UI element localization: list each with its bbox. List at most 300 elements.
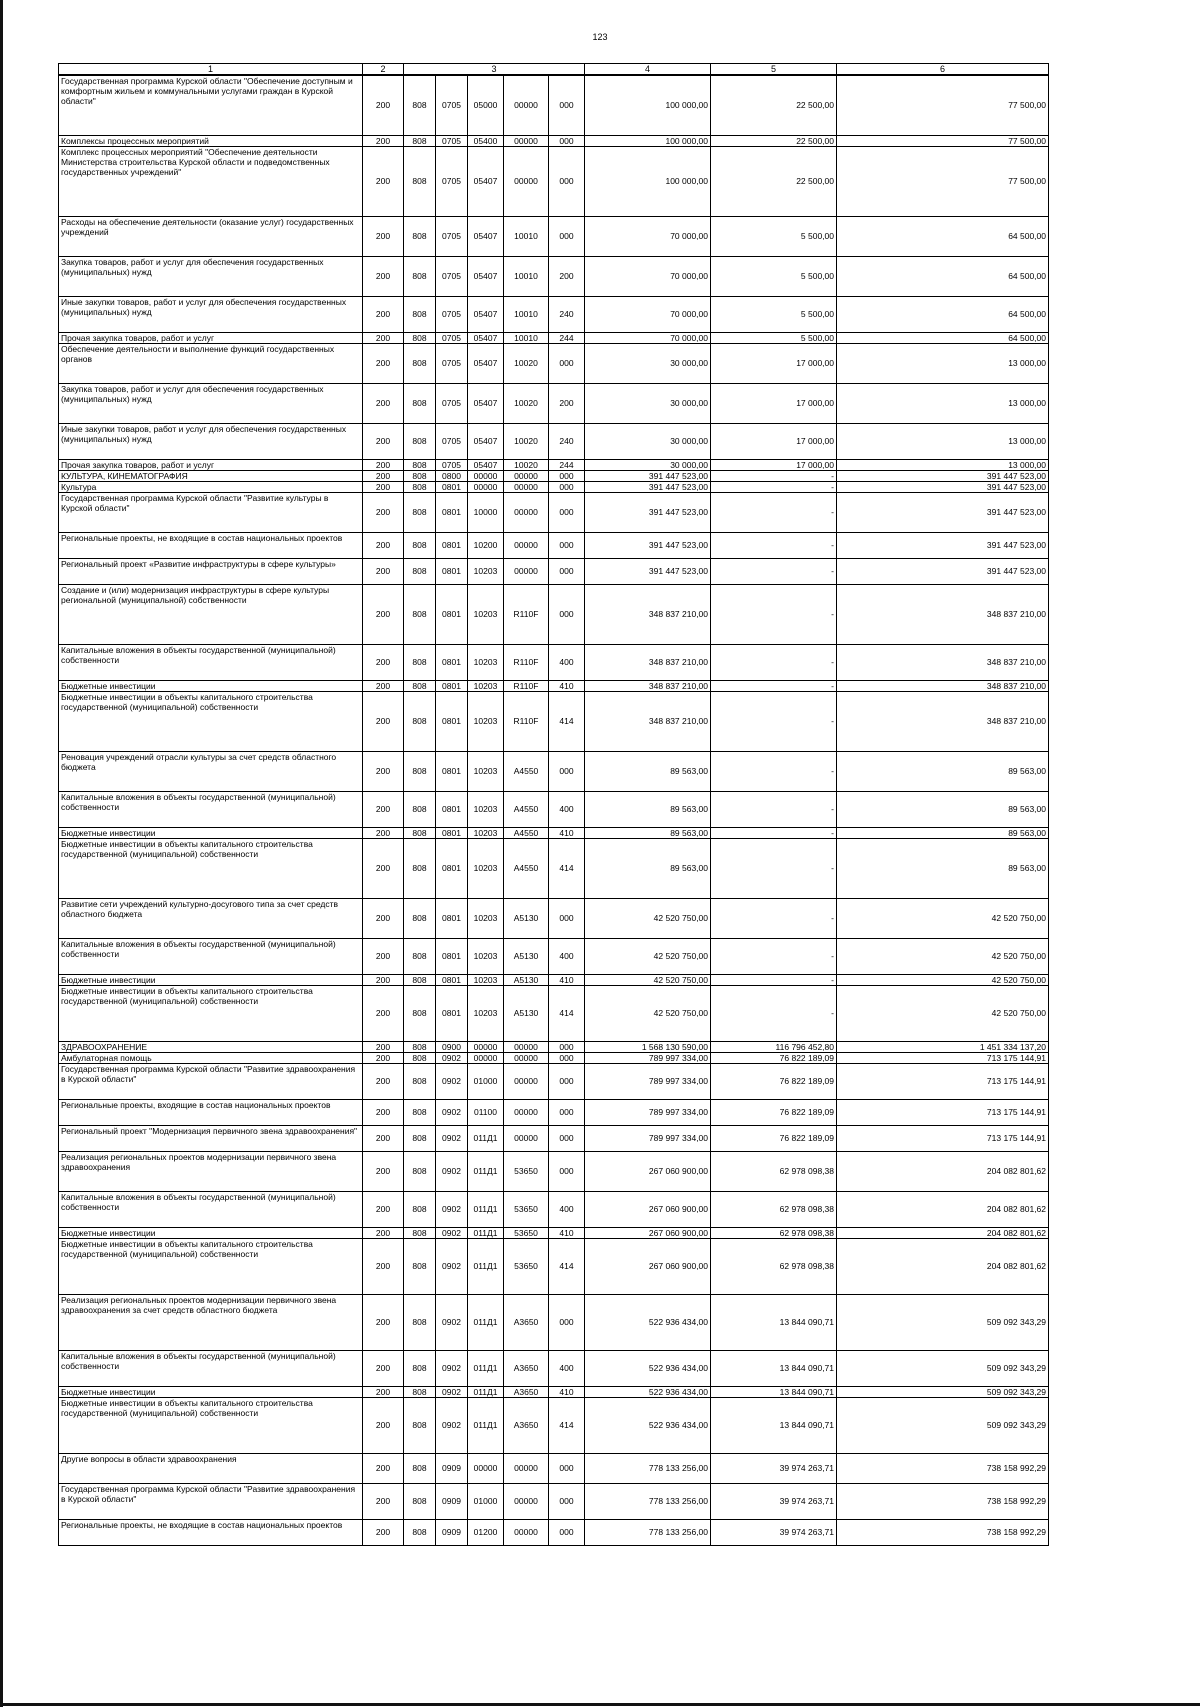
code-col-3a: 808 xyxy=(404,985,436,1041)
table-row xyxy=(59,1350,1049,1386)
amount-col-6: 64 500,00 xyxy=(837,256,1049,296)
row-name: Бюджетные инвестиции xyxy=(59,1386,363,1397)
code-col-3b: 0705 xyxy=(436,332,468,343)
code-col-3b: 0801 xyxy=(436,838,468,898)
code-col-3e: 000 xyxy=(549,558,585,584)
code-col-3e: 000 xyxy=(549,1125,585,1151)
code-col-3a: 808 xyxy=(404,481,436,492)
code-col-3c: 10203 xyxy=(468,751,504,791)
code-col-3d: A5130 xyxy=(504,974,549,985)
amount-col-5: 76 822 189,09 xyxy=(711,1125,837,1151)
table-row xyxy=(59,423,1049,459)
table-row xyxy=(59,1386,1049,1397)
code-col-3d: A4550 xyxy=(504,827,549,838)
amount-col-5: 22 500,00 xyxy=(711,75,837,135)
code-col-3b: 0902 xyxy=(436,1151,468,1191)
table-row xyxy=(59,974,1049,985)
code-col-3a: 808 xyxy=(404,791,436,827)
code-col-3e: 240 xyxy=(549,423,585,459)
code-col-2: 200 xyxy=(363,216,404,256)
code-col-2: 200 xyxy=(363,1453,404,1483)
code-col-3b: 0705 xyxy=(436,423,468,459)
code-col-3d: 10020 xyxy=(504,459,549,470)
code-col-3a: 808 xyxy=(404,256,436,296)
code-col-3a: 808 xyxy=(404,827,436,838)
amount-col-5: 17 000,00 xyxy=(711,343,837,383)
table-row xyxy=(59,296,1049,332)
amount-col-5: - xyxy=(711,938,837,974)
table-row xyxy=(59,1519,1049,1545)
code-col-3d: A3650 xyxy=(504,1350,549,1386)
code-col-3b: 0909 xyxy=(436,1519,468,1545)
code-col-3a: 808 xyxy=(404,470,436,481)
code-col-3a: 808 xyxy=(404,1063,436,1099)
amount-col-4: 30 000,00 xyxy=(585,423,711,459)
code-col-3a: 808 xyxy=(404,459,436,470)
code-col-3e: 000 xyxy=(549,1453,585,1483)
amount-col-4: 30 000,00 xyxy=(585,383,711,423)
code-col-3c: 05400 xyxy=(468,135,504,146)
code-col-3e: 000 xyxy=(549,75,585,135)
code-col-3d: 10020 xyxy=(504,343,549,383)
code-col-3d: A3650 xyxy=(504,1386,549,1397)
code-col-2: 200 xyxy=(363,691,404,751)
code-col-2: 200 xyxy=(363,256,404,296)
code-col-3a: 808 xyxy=(404,1041,436,1052)
header-col-5: 5 xyxy=(711,64,837,76)
amount-col-5: - xyxy=(711,558,837,584)
amount-col-5: - xyxy=(711,751,837,791)
code-col-2: 200 xyxy=(363,1125,404,1151)
amount-col-5: - xyxy=(711,791,837,827)
table-row xyxy=(59,985,1049,1041)
code-col-3a: 808 xyxy=(404,146,436,216)
code-col-3b: 0801 xyxy=(436,644,468,680)
amount-col-6: 509 092 343,29 xyxy=(837,1397,1049,1453)
code-col-3b: 0902 xyxy=(436,1386,468,1397)
table-row xyxy=(59,827,1049,838)
amount-col-5: 62 978 098,38 xyxy=(711,1151,837,1191)
code-col-3c: 011Д1 xyxy=(468,1191,504,1227)
row-name: Реализация региональных проектов модернизации первичного звена здравоохранения за счет средств областного бюджета xyxy=(59,1294,363,1350)
amount-col-5: 62 978 098,38 xyxy=(711,1238,837,1294)
code-col-3a: 808 xyxy=(404,838,436,898)
header-col-6: 6 xyxy=(837,64,1049,76)
code-col-3d: A3650 xyxy=(504,1397,549,1453)
code-col-3d: 53650 xyxy=(504,1227,549,1238)
code-col-2: 200 xyxy=(363,751,404,791)
code-col-3b: 0902 xyxy=(436,1099,468,1125)
amount-col-5: 76 822 189,09 xyxy=(711,1063,837,1099)
amount-col-6: 391 447 523,00 xyxy=(837,470,1049,481)
row-name: Бюджетные инвестиции xyxy=(59,680,363,691)
code-col-3b: 0902 xyxy=(436,1191,468,1227)
row-name: Закупка товаров, работ и услуг для обеспечения государственных (муниципальных) нужд xyxy=(59,256,363,296)
row-name: Развитие сети учреждений культурно-досугового типа за счет средств областного бюджета xyxy=(59,898,363,938)
code-col-3b: 0801 xyxy=(436,898,468,938)
code-col-3d: R110F xyxy=(504,644,549,680)
row-name: Государственная программа Курской области "Развитие здравоохранения в Курской области" xyxy=(59,1483,363,1519)
code-col-3a: 808 xyxy=(404,1519,436,1545)
code-col-3a: 808 xyxy=(404,1191,436,1227)
code-col-2: 200 xyxy=(363,938,404,974)
code-col-3b: 0801 xyxy=(436,751,468,791)
row-name: Региональные проекты, не входящие в состав национальных проектов xyxy=(59,532,363,558)
amount-col-5: - xyxy=(711,838,837,898)
code-col-3c: 05000 xyxy=(468,75,504,135)
code-col-3b: 0705 xyxy=(436,135,468,146)
code-col-2: 200 xyxy=(363,584,404,644)
amount-col-6: 738 158 992,29 xyxy=(837,1453,1049,1483)
code-col-3a: 808 xyxy=(404,938,436,974)
amount-col-4: 100 000,00 xyxy=(585,135,711,146)
code-col-3d: R110F xyxy=(504,584,549,644)
code-col-3b: 0705 xyxy=(436,343,468,383)
code-col-3d: A3650 xyxy=(504,1294,549,1350)
code-col-3b: 0900 xyxy=(436,1041,468,1052)
code-col-3b: 0909 xyxy=(436,1453,468,1483)
code-col-3e: 200 xyxy=(549,383,585,423)
code-col-2: 200 xyxy=(363,1227,404,1238)
amount-col-5: - xyxy=(711,532,837,558)
code-col-3c: 10203 xyxy=(468,898,504,938)
amount-col-4: 348 837 210,00 xyxy=(585,584,711,644)
amount-col-5: 17 000,00 xyxy=(711,423,837,459)
code-col-3c: 01100 xyxy=(468,1099,504,1125)
amount-col-5: - xyxy=(711,481,837,492)
table-row xyxy=(59,1453,1049,1483)
amount-col-5: 39 974 263,71 xyxy=(711,1453,837,1483)
code-col-3a: 808 xyxy=(404,492,436,532)
code-col-2: 200 xyxy=(363,481,404,492)
code-col-2: 200 xyxy=(363,296,404,332)
amount-col-5: 13 844 090,71 xyxy=(711,1386,837,1397)
amount-col-6: 348 837 210,00 xyxy=(837,691,1049,751)
code-col-3c: 05407 xyxy=(468,332,504,343)
code-col-3b: 0801 xyxy=(436,532,468,558)
code-col-3a: 808 xyxy=(404,332,436,343)
code-col-3d: 00000 xyxy=(504,532,549,558)
code-col-2: 200 xyxy=(363,492,404,532)
code-col-3d: 00000 xyxy=(504,481,549,492)
code-col-2: 200 xyxy=(363,1397,404,1453)
scan-edge-left xyxy=(0,0,3,1707)
code-col-3d: 10010 xyxy=(504,332,549,343)
code-col-3b: 0801 xyxy=(436,492,468,532)
code-col-2: 200 xyxy=(363,1052,404,1063)
code-col-2: 200 xyxy=(363,1519,404,1545)
code-col-3e: 000 xyxy=(549,146,585,216)
amount-col-6: 42 520 750,00 xyxy=(837,985,1049,1041)
table-row xyxy=(59,256,1049,296)
code-col-3d: 10010 xyxy=(504,296,549,332)
row-name: Капитальные вложения в объекты государственной (муниципальной) собственности xyxy=(59,791,363,827)
amount-col-5: 76 822 189,09 xyxy=(711,1052,837,1063)
code-col-3b: 0705 xyxy=(436,296,468,332)
code-col-3e: 400 xyxy=(549,644,585,680)
amount-col-4: 42 520 750,00 xyxy=(585,898,711,938)
amount-col-6: 509 092 343,29 xyxy=(837,1386,1049,1397)
code-col-2: 200 xyxy=(363,558,404,584)
header-col-4: 4 xyxy=(585,64,711,76)
code-col-3e: 000 xyxy=(549,1294,585,1350)
code-col-3a: 808 xyxy=(404,1227,436,1238)
code-col-3c: 10203 xyxy=(468,938,504,974)
code-col-3b: 0801 xyxy=(436,827,468,838)
code-col-3e: 400 xyxy=(549,938,585,974)
table-row xyxy=(59,459,1049,470)
amount-col-6: 391 447 523,00 xyxy=(837,481,1049,492)
amount-col-6: 13 000,00 xyxy=(837,423,1049,459)
table-row xyxy=(59,1397,1049,1453)
code-col-3b: 0902 xyxy=(436,1227,468,1238)
amount-col-6: 509 092 343,29 xyxy=(837,1350,1049,1386)
code-col-3d: A5130 xyxy=(504,898,549,938)
code-col-3d: 00000 xyxy=(504,146,549,216)
code-col-3a: 808 xyxy=(404,216,436,256)
amount-col-4: 89 563,00 xyxy=(585,791,711,827)
code-col-3b: 0801 xyxy=(436,680,468,691)
code-col-3b: 0801 xyxy=(436,481,468,492)
table-row xyxy=(59,481,1049,492)
code-col-3d: 00000 xyxy=(504,135,549,146)
amount-col-5: - xyxy=(711,985,837,1041)
code-col-3e: 000 xyxy=(549,481,585,492)
code-col-3c: 10203 xyxy=(468,558,504,584)
row-name: Государственная программа Курской области "Обеспечение доступным и комфортным жильем и коммунальными услугами граждан в Курской области" xyxy=(59,75,363,135)
amount-col-6: 42 520 750,00 xyxy=(837,974,1049,985)
amount-col-5: - xyxy=(711,974,837,985)
amount-col-5: 5 500,00 xyxy=(711,216,837,256)
table-row xyxy=(59,938,1049,974)
code-col-2: 200 xyxy=(363,332,404,343)
amount-col-6: 348 837 210,00 xyxy=(837,680,1049,691)
code-col-3c: 011Д1 xyxy=(468,1397,504,1453)
table-row xyxy=(59,1227,1049,1238)
amount-col-4: 267 060 900,00 xyxy=(585,1191,711,1227)
row-name: Региональные проекты, не входящие в состав национальных проектов xyxy=(59,1519,363,1545)
code-col-2: 200 xyxy=(363,343,404,383)
amount-col-5: - xyxy=(711,644,837,680)
amount-col-4: 522 936 434,00 xyxy=(585,1294,711,1350)
amount-col-6: 77 500,00 xyxy=(837,146,1049,216)
code-col-3b: 0705 xyxy=(436,383,468,423)
amount-col-6: 89 563,00 xyxy=(837,827,1049,838)
header-row xyxy=(59,64,1049,76)
amount-col-6: 391 447 523,00 xyxy=(837,492,1049,532)
row-name: Иные закупки товаров, работ и услуг для обеспечения государственных (муниципальных) нужд xyxy=(59,423,363,459)
code-col-3c: 10203 xyxy=(468,827,504,838)
amount-col-6: 713 175 144,91 xyxy=(837,1052,1049,1063)
amount-col-6: 713 175 144,91 xyxy=(837,1125,1049,1151)
amount-col-4: 391 447 523,00 xyxy=(585,558,711,584)
amount-col-5: - xyxy=(711,827,837,838)
code-col-3d: 00000 xyxy=(504,1052,549,1063)
amount-col-4: 789 997 334,00 xyxy=(585,1063,711,1099)
amount-col-6: 509 092 343,29 xyxy=(837,1294,1049,1350)
row-name: Прочая закупка товаров, работ и услуг xyxy=(59,332,363,343)
table-body xyxy=(59,64,1049,1546)
code-col-3c: 01000 xyxy=(468,1063,504,1099)
amount-col-4: 391 447 523,00 xyxy=(585,532,711,558)
row-name: Реновация учреждений отрасли культуры за счет средств областного бюджета xyxy=(59,751,363,791)
code-col-2: 200 xyxy=(363,985,404,1041)
amount-col-6: 738 158 992,29 xyxy=(837,1519,1049,1545)
amount-col-6: 89 563,00 xyxy=(837,838,1049,898)
code-col-3d: R110F xyxy=(504,691,549,751)
table-row xyxy=(59,1063,1049,1099)
code-col-3b: 0902 xyxy=(436,1063,468,1099)
code-col-3d: 00000 xyxy=(504,1519,549,1545)
header-col-2: 2 xyxy=(363,64,404,76)
code-col-2: 200 xyxy=(363,423,404,459)
code-col-3a: 808 xyxy=(404,691,436,751)
amount-col-6: 42 520 750,00 xyxy=(837,898,1049,938)
amount-col-6: 13 000,00 xyxy=(837,459,1049,470)
amount-col-5: 76 822 189,09 xyxy=(711,1099,837,1125)
table-row xyxy=(59,1191,1049,1227)
amount-col-4: 42 520 750,00 xyxy=(585,985,711,1041)
code-col-3b: 0902 xyxy=(436,1238,468,1294)
code-col-3e: 200 xyxy=(549,256,585,296)
code-col-3d: 00000 xyxy=(504,75,549,135)
code-col-3d: 00000 xyxy=(504,1099,549,1125)
code-col-3e: 414 xyxy=(549,1238,585,1294)
row-name: Реализация региональных проектов модернизации первичного звена здравоохранения xyxy=(59,1151,363,1191)
amount-col-4: 267 060 900,00 xyxy=(585,1151,711,1191)
row-name: Прочая закупка товаров, работ и услуг xyxy=(59,459,363,470)
code-col-3d: 53650 xyxy=(504,1238,549,1294)
row-name: КУЛЬТУРА, КИНЕМАТОГРАФИЯ xyxy=(59,470,363,481)
code-col-3b: 0902 xyxy=(436,1125,468,1151)
amount-col-6: 77 500,00 xyxy=(837,135,1049,146)
code-col-3e: 000 xyxy=(549,1052,585,1063)
amount-col-5: 17 000,00 xyxy=(711,459,837,470)
code-col-3b: 0800 xyxy=(436,470,468,481)
code-col-3e: 240 xyxy=(549,296,585,332)
code-col-3b: 0902 xyxy=(436,1397,468,1453)
code-col-3c: 10203 xyxy=(468,691,504,751)
code-col-3e: 000 xyxy=(549,898,585,938)
code-col-2: 200 xyxy=(363,644,404,680)
row-name: Бюджетные инвестиции в объекты капитального строительства государственной (муниципальной) собственности xyxy=(59,691,363,751)
amount-col-6: 13 000,00 xyxy=(837,383,1049,423)
code-col-3e: 000 xyxy=(549,1063,585,1099)
code-col-2: 200 xyxy=(363,680,404,691)
row-name: Комплекс процессных мероприятий "Обеспечение деятельности Министерства строительства Курской области и подведомственных государственных учреждений" xyxy=(59,146,363,216)
amount-col-4: 391 447 523,00 xyxy=(585,492,711,532)
code-col-3e: 000 xyxy=(549,1519,585,1545)
amount-col-5: 22 500,00 xyxy=(711,146,837,216)
row-name: ЗДРАВООХРАНЕНИЕ xyxy=(59,1041,363,1052)
row-name: Амбулаторная помощь xyxy=(59,1052,363,1063)
row-name: Обеспечение деятельности и выполнение функций государственных органов xyxy=(59,343,363,383)
code-col-2: 200 xyxy=(363,75,404,135)
code-col-3c: 10000 xyxy=(468,492,504,532)
amount-col-5: 17 000,00 xyxy=(711,383,837,423)
code-col-3c: 05407 xyxy=(468,146,504,216)
table-row xyxy=(59,1483,1049,1519)
amount-col-4: 789 997 334,00 xyxy=(585,1125,711,1151)
table-row xyxy=(59,1151,1049,1191)
table-row xyxy=(59,691,1049,751)
table-row xyxy=(59,1294,1049,1350)
amount-col-4: 42 520 750,00 xyxy=(585,974,711,985)
amount-col-6: 64 500,00 xyxy=(837,332,1049,343)
table-row xyxy=(59,838,1049,898)
code-col-3a: 808 xyxy=(404,1099,436,1125)
table-row xyxy=(59,332,1049,343)
code-col-3a: 808 xyxy=(404,644,436,680)
code-col-3c: 011Д1 xyxy=(468,1238,504,1294)
amount-col-5: 116 796 452,80 xyxy=(711,1041,837,1052)
amount-col-6: 738 158 992,29 xyxy=(837,1483,1049,1519)
amount-col-4: 267 060 900,00 xyxy=(585,1227,711,1238)
amount-col-4: 522 936 434,00 xyxy=(585,1350,711,1386)
code-col-3a: 808 xyxy=(404,423,436,459)
header-col-1: 1 xyxy=(59,64,363,76)
code-col-3c: 10203 xyxy=(468,985,504,1041)
code-col-3a: 808 xyxy=(404,1151,436,1191)
amount-col-5: - xyxy=(711,584,837,644)
code-col-3b: 0902 xyxy=(436,1294,468,1350)
amount-col-5: 62 978 098,38 xyxy=(711,1227,837,1238)
code-col-3d: 00000 xyxy=(504,1125,549,1151)
code-col-3c: 10203 xyxy=(468,791,504,827)
amount-col-5: 13 844 090,71 xyxy=(711,1350,837,1386)
code-col-3a: 808 xyxy=(404,1294,436,1350)
code-col-3c: 011Д1 xyxy=(468,1350,504,1386)
row-name: Другие вопросы в области здравоохранения xyxy=(59,1453,363,1483)
scan-edge-bottom xyxy=(0,1703,1200,1706)
code-col-2: 200 xyxy=(363,827,404,838)
row-name: Бюджетные инвестиции xyxy=(59,1227,363,1238)
code-col-3d: A4550 xyxy=(504,751,549,791)
page-number: 123 xyxy=(592,32,608,42)
code-col-2: 200 xyxy=(363,1483,404,1519)
amount-col-6: 204 082 801,62 xyxy=(837,1151,1049,1191)
code-col-3c: 05407 xyxy=(468,459,504,470)
amount-col-6: 713 175 144,91 xyxy=(837,1063,1049,1099)
code-col-3a: 808 xyxy=(404,75,436,135)
code-col-2: 200 xyxy=(363,1294,404,1350)
code-col-3c: 00000 xyxy=(468,1453,504,1483)
code-col-3d: 10010 xyxy=(504,256,549,296)
row-name: Региональные проекты, входящие в состав национальных проектов xyxy=(59,1099,363,1125)
amount-col-5: - xyxy=(711,492,837,532)
table-row xyxy=(59,1125,1049,1151)
amount-col-5: 5 500,00 xyxy=(711,332,837,343)
code-col-3c: 011Д1 xyxy=(468,1125,504,1151)
table-row xyxy=(59,343,1049,383)
code-col-3c: 05407 xyxy=(468,296,504,332)
code-col-3e: 000 xyxy=(549,1041,585,1052)
table-row xyxy=(59,791,1049,827)
amount-col-4: 70 000,00 xyxy=(585,216,711,256)
code-col-3e: 410 xyxy=(549,1227,585,1238)
amount-col-4: 70 000,00 xyxy=(585,256,711,296)
code-col-3d: A5130 xyxy=(504,938,549,974)
code-col-3a: 808 xyxy=(404,343,436,383)
row-name: Бюджетные инвестиции в объекты капитального строительства государственной (муниципальной) собственности xyxy=(59,1238,363,1294)
code-col-3c: 011Д1 xyxy=(468,1151,504,1191)
code-col-3d: 00000 xyxy=(504,1041,549,1052)
code-col-3c: 00000 xyxy=(468,470,504,481)
amount-col-6: 77 500,00 xyxy=(837,75,1049,135)
code-col-3d: 00000 xyxy=(504,492,549,532)
table-row xyxy=(59,1052,1049,1063)
code-col-3e: 000 xyxy=(549,216,585,256)
